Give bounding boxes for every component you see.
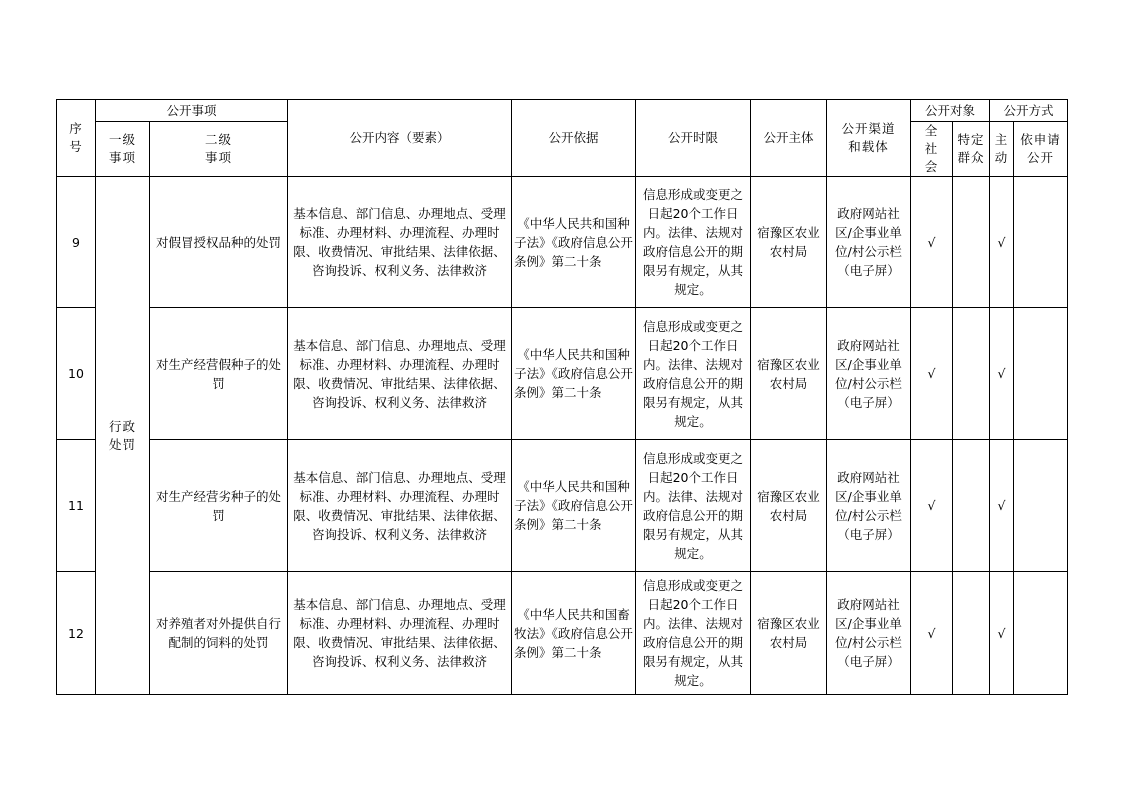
- row-channel: 政府网站社区/企事业单位/村公示栏（电子屏）: [827, 572, 911, 695]
- row-method-apply: [1014, 572, 1068, 695]
- row-time: 信息形成或变更之日起20个工作日内。法律、法规对政府信息公开的期限另有规定，从其规定。: [636, 572, 751, 695]
- header-items: 公开事项: [96, 100, 288, 122]
- row-seq: 12: [57, 572, 96, 695]
- row-method-active: √: [990, 177, 1014, 308]
- header-method-active: 主动: [990, 122, 1014, 177]
- row-method-active: √: [990, 440, 1014, 572]
- row-target-all: √: [911, 177, 953, 308]
- row-method-active: √: [990, 572, 1014, 695]
- row-content: 基本信息、部门信息、办理地点、受理标准、办理材料、办理流程、办理时限、收费情况、审批结果、法律依据、咨询投诉、权利义务、法律救济: [288, 308, 512, 440]
- row-subject: 宿豫区农业农村局: [751, 572, 827, 695]
- table-row: [57, 308, 1068, 440]
- row-method-apply: [1014, 177, 1068, 308]
- row-target-all: √: [911, 308, 953, 440]
- row-target-specific: [953, 572, 990, 695]
- header-target-all: 全社会: [911, 122, 953, 177]
- header-subject: 公开主体: [751, 100, 827, 177]
- header-target-specific: 特定群众: [953, 122, 990, 177]
- row-seq: 11: [57, 440, 96, 572]
- header-time: 公开时限: [636, 100, 751, 177]
- disclosure-table: [56, 99, 1068, 695]
- row-basis: 《中华人民共和国种子法》《政府信息公开条例》第二十条: [512, 308, 636, 440]
- header-method-apply: 依申请公开: [1014, 122, 1068, 177]
- row-channel: 政府网站社区/企事业单位/村公示栏（电子屏）: [827, 308, 911, 440]
- row-subject: 宿豫区农业农村局: [751, 440, 827, 572]
- row-item: 对生产经营假种子的处罚: [150, 308, 288, 440]
- header-content: 公开内容（要素）: [288, 100, 512, 177]
- row-item: 对养殖者对外提供自行配制的饲料的处罚: [150, 572, 288, 695]
- row-item: 对假冒授权品种的处罚: [150, 177, 288, 308]
- header-seq: 序号: [57, 100, 96, 177]
- row-channel: 政府网站社区/企事业单位/村公示栏（电子屏）: [827, 177, 911, 308]
- row-channel: 政府网站社区/企事业单位/村公示栏（电子屏）: [827, 440, 911, 572]
- header-level1: 一级事项: [96, 122, 150, 177]
- header-method: 公开方式: [990, 100, 1068, 122]
- row-content: 基本信息、部门信息、办理地点、受理标准、办理材料、办理流程、办理时限、收费情况、审批结果、法律依据、咨询投诉、权利义务、法律救济: [288, 572, 512, 695]
- header-level2: 二级事项: [150, 122, 288, 177]
- row-item: 对生产经营劣种子的处罚: [150, 440, 288, 572]
- row-target-specific: [953, 308, 990, 440]
- row-method-active: √: [990, 308, 1014, 440]
- row-basis: 《中华人民共和国种子法》《政府信息公开条例》第二十条: [512, 440, 636, 572]
- row-basis: 《中华人民共和国种子法》《政府信息公开条例》第二十条: [512, 177, 636, 308]
- row-target-all: √: [911, 440, 953, 572]
- row-subject: 宿豫区农业农村局: [751, 177, 827, 308]
- table-row: [57, 440, 1068, 572]
- row-time: 信息形成或变更之日起20个工作日内。法律、法规对政府信息公开的期限另有规定，从其规定。: [636, 308, 751, 440]
- row-subject: 宿豫区农业农村局: [751, 308, 827, 440]
- header-basis: 公开依据: [512, 100, 636, 177]
- row-time: 信息形成或变更之日起20个工作日内。法律、法规对政府信息公开的期限另有规定，从其规定。: [636, 177, 751, 308]
- row-basis: 《中华人民共和国畜牧法》《政府信息公开条例》第二十条: [512, 572, 636, 695]
- header-target: 公开对象: [911, 100, 990, 122]
- row-seq: 9: [57, 177, 96, 308]
- row-content: 基本信息、部门信息、办理地点、受理标准、办理材料、办理流程、办理时限、收费情况、审批结果、法律依据、咨询投诉、权利义务、法律救济: [288, 440, 512, 572]
- header-channel: 公开渠道和载体: [827, 100, 911, 177]
- row-target-specific: [953, 440, 990, 572]
- row-target-specific: [953, 177, 990, 308]
- row-target-all: √: [911, 572, 953, 695]
- table-row: [57, 177, 1068, 308]
- row-seq: 10: [57, 308, 96, 440]
- row-method-apply: [1014, 308, 1068, 440]
- row-time: 信息形成或变更之日起20个工作日内。法律、法规对政府信息公开的期限另有规定，从其规定。: [636, 440, 751, 572]
- row-method-apply: [1014, 440, 1068, 572]
- group-level1: 行政处罚: [96, 177, 150, 695]
- table-row: [57, 572, 1068, 695]
- row-content: 基本信息、部门信息、办理地点、受理标准、办理材料、办理流程、办理时限、收费情况、审批结果、法律依据、咨询投诉、权利义务、法律救济: [288, 177, 512, 308]
